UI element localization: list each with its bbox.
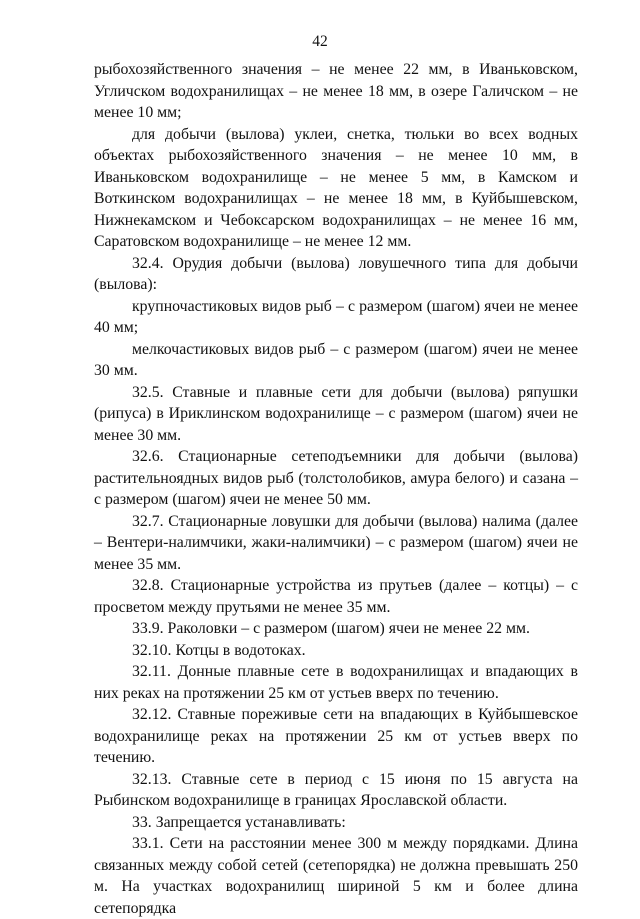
- paragraph: 32.5. Ставные и плавные сети для добычи (вылова) ряпушки (рипуса) в Ириклинском водохранилище – с размером (шагом) ячеи не менее 30 мм.: [94, 383, 578, 444]
- document-body: [94, 59, 578, 919]
- paragraph: рыбохозяйственного значения – не менее 22 мм, в Иваньковском, Угличском водохранилищах – не менее 18 мм, в озере Галичском – не менее 10 мм;: [94, 61, 578, 121]
- paragraph: 32.7. Стационарные ловушки для добычи (вылова) налима (далее – Вентери-налимчики, жаки-налимчики) – с размером (шагом) ячеи не менее 35 мм.: [94, 512, 578, 573]
- paragraph: 32.13. Ставные сете в период с 15 июня по 15 августа на Рыбинском водохранилище в границах Ярославской области.: [94, 770, 578, 809]
- paragraph: 32.6. Стационарные сетеподъемники для добычи (вылова) растительноядных видов рыб (толстолобиков, амура белого) и сазана – с размером (шагом) ячеи не менее 50 мм.: [94, 448, 578, 508]
- paragraph: мелкочастиковых видов рыб – с размером (шагом) ячеи не менее 30 мм.: [94, 340, 578, 379]
- paragraph: 32.11. Донные плавные сете в водохранилищах и впадающих в них реках на протяжении 25 км от устьев вверх по течению.: [94, 663, 578, 702]
- paragraph: 32.8. Стационарные устройства из прутьев (далее – котцы) – с просветом между прутьями не менее 35 мм.: [94, 577, 578, 616]
- paragraph: 33.9. Раколовки – с размером (шагом) ячеи не менее 22 мм.: [132, 620, 530, 637]
- paragraph: 32.10. Котцы в водотоках.: [132, 641, 306, 659]
- paragraph: 33. Запрещается устанавливать:: [132, 813, 346, 831]
- paragraph: 32.4. Орудия добычи (вылова) ловушечного типа для добычи (вылова):: [94, 254, 578, 293]
- paragraph: 32.12. Ставные пореживые сети на впадающих в Куйбышевское водохранилище реках на протяжении 25 км от устьев вверх по течению.: [94, 706, 578, 766]
- paragraph: для добычи (вылова) уклеи, снетка, тюльки во всех водных объектах рыбохозяйственного значения – не менее 10 мм, в Иваньковском водохранилище – не менее 5 мм, в Камском и Воткинском водохранилищах – не менее 18 мм, в Куйбышевском, Нижнекамском и Чебоксарском водохранилищах – не менее 16 мм, Саратовском водохранилище – не менее 12 мм.: [94, 125, 578, 250]
- paragraph: крупночастиковых видов рыб – с размером (шагом) ячеи не менее 40 мм;: [94, 297, 578, 336]
- paragraph: 33.1. Сети на расстоянии менее 300 м между порядками. Длина связанных между собой сетей (сетепорядка) не должна превышать 250 м. На участках водохранилищ шириной 5 км и более длина сетепорядка: [94, 835, 578, 917]
- page-number: 42: [312, 33, 328, 50]
